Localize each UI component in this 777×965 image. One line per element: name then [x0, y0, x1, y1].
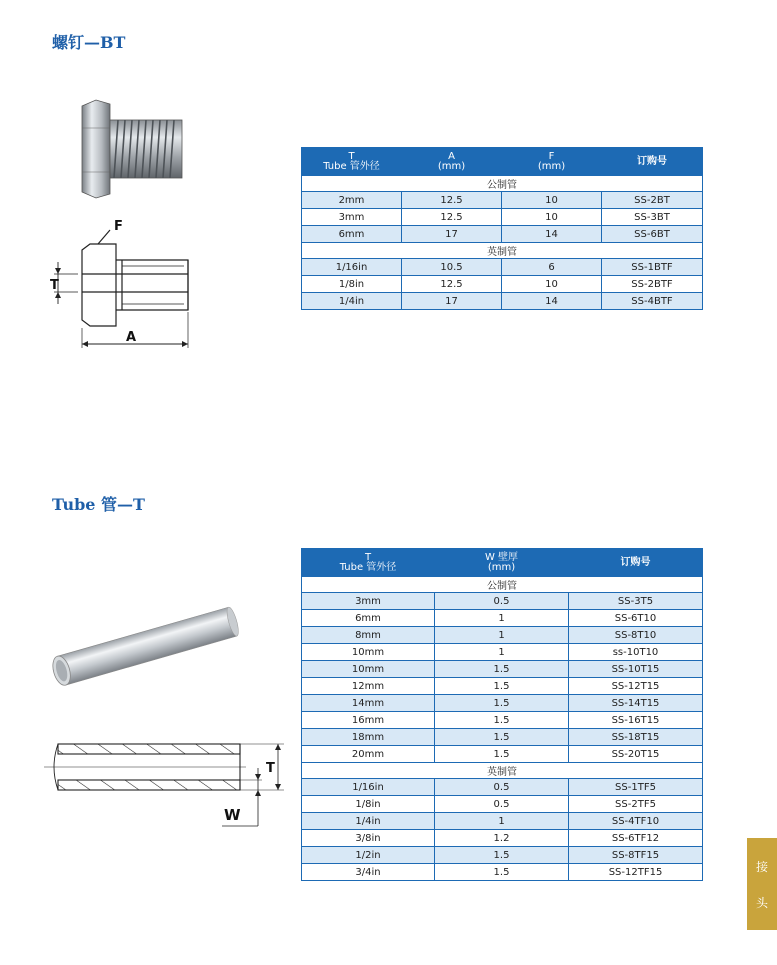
- cell: 2mm: [302, 192, 402, 209]
- t-header-w: W 壁厚 (mm): [435, 549, 569, 577]
- bt-header-f: F (mm): [502, 148, 602, 176]
- cell: 1/16in: [302, 259, 402, 276]
- cell: SS-1TF5: [569, 779, 703, 796]
- cell: SS-2TF5: [569, 796, 703, 813]
- table-row: [302, 813, 703, 830]
- cell: SS-10T15: [569, 661, 703, 678]
- cell: ss-10T10: [569, 644, 703, 661]
- cell: 12.5: [402, 192, 502, 209]
- bt-label-t: T: [50, 278, 59, 293]
- table-row: [302, 864, 703, 881]
- cell: 10.5: [402, 259, 502, 276]
- cell: 6mm: [302, 610, 435, 627]
- cell: SS-12T15: [569, 678, 703, 695]
- cell: 3mm: [302, 593, 435, 610]
- cell: 12.5: [402, 276, 502, 293]
- cell: 1/4in: [302, 813, 435, 830]
- bt-spec-table: [301, 147, 703, 310]
- cell: 1.5: [435, 746, 569, 763]
- cell: 3/4in: [302, 864, 435, 881]
- cell: 1: [435, 644, 569, 661]
- cell: 8mm: [302, 627, 435, 644]
- cell: 0.5: [435, 796, 569, 813]
- cell: 1.5: [435, 695, 569, 712]
- cell: 1.5: [435, 847, 569, 864]
- cell: 0.5: [435, 593, 569, 610]
- side-tab-char-1: 接: [755, 860, 768, 874]
- cell: 17: [402, 293, 502, 310]
- table-row: [302, 779, 703, 796]
- t-spec-table: [301, 548, 703, 881]
- cell: SS-3BT: [602, 209, 703, 226]
- cell: SS-16T15: [569, 712, 703, 729]
- table-row: [302, 746, 703, 763]
- t-dimension-drawing: [40, 738, 290, 828]
- cell: 1/8in: [302, 276, 402, 293]
- cell: 1: [435, 813, 569, 830]
- cell: 0.5: [435, 779, 569, 796]
- cell: 10: [502, 209, 602, 226]
- table-row: [302, 678, 703, 695]
- cell: 10: [502, 192, 602, 209]
- table-row: [302, 712, 703, 729]
- table-row: [302, 593, 703, 610]
- cell: 1: [435, 627, 569, 644]
- table-row: [302, 259, 703, 276]
- cell: 6: [502, 259, 602, 276]
- cell: SS-4TF10: [569, 813, 703, 830]
- t-header-t: T Tube 管外径: [302, 549, 435, 577]
- table-row: [302, 644, 703, 661]
- cell: SS-3T5: [569, 593, 703, 610]
- t-product-image: [44, 606, 244, 686]
- cell: SS-20T15: [569, 746, 703, 763]
- cell: 20mm: [302, 746, 435, 763]
- cell: 14: [502, 226, 602, 243]
- cell: SS-12TF15: [569, 864, 703, 881]
- chapter-side-tab: [747, 838, 777, 930]
- cell: 17: [402, 226, 502, 243]
- cell: 1/16in: [302, 779, 435, 796]
- cell: 14: [502, 293, 602, 310]
- table-row: [302, 695, 703, 712]
- bt-header-t: T Tube 管外径: [302, 148, 402, 176]
- cell: 1/2in: [302, 847, 435, 864]
- cell: 10mm: [302, 644, 435, 661]
- table-row: [302, 830, 703, 847]
- bt-label-a: A: [126, 330, 137, 345]
- table-row: [302, 209, 703, 226]
- cell: 1.5: [435, 712, 569, 729]
- t-section-title: Tube 管—T: [52, 495, 145, 514]
- cell: SS-1BTF: [602, 259, 703, 276]
- bt-group-metric: 公制管: [302, 176, 703, 192]
- cell: 14mm: [302, 695, 435, 712]
- t-group-imperial: 英制管: [302, 763, 703, 779]
- cell: 3mm: [302, 209, 402, 226]
- cell: 16mm: [302, 712, 435, 729]
- cell: SS-18T15: [569, 729, 703, 746]
- bt-header-a: A (mm): [402, 148, 502, 176]
- cell: 1.5: [435, 864, 569, 881]
- table-row: [302, 293, 703, 310]
- cell: SS-8T10: [569, 627, 703, 644]
- cell: SS-14T15: [569, 695, 703, 712]
- cell: 1.5: [435, 661, 569, 678]
- cell: 10mm: [302, 661, 435, 678]
- cell: 1.5: [435, 678, 569, 695]
- bt-header-order: 订购号: [602, 148, 703, 176]
- t-label-t: T: [266, 761, 275, 776]
- cell: SS-6TF12: [569, 830, 703, 847]
- table-row: [302, 847, 703, 864]
- bt-section-title: 螺钉—BT: [52, 33, 126, 52]
- table-row: [302, 661, 703, 678]
- table-row: [302, 729, 703, 746]
- cell: SS-6BT: [602, 226, 703, 243]
- table-row: [302, 627, 703, 644]
- cell: SS-8TF15: [569, 847, 703, 864]
- cell: SS-2BTF: [602, 276, 703, 293]
- side-tab-char-2: 头: [755, 896, 768, 910]
- cell: 18mm: [302, 729, 435, 746]
- cell: 1: [435, 610, 569, 627]
- cell: 1/4in: [302, 293, 402, 310]
- cell: 1.2: [435, 830, 569, 847]
- cell: 10: [502, 276, 602, 293]
- t-group-metric: 公制管: [302, 577, 703, 593]
- t-header-order: 订购号: [569, 549, 703, 577]
- cell: 1.5: [435, 729, 569, 746]
- table-row: [302, 226, 703, 243]
- bt-group-imperial: 英制管: [302, 243, 703, 259]
- table-row: [302, 192, 703, 209]
- bt-label-f: F: [114, 219, 123, 234]
- t-label-w: W: [224, 806, 241, 824]
- cell: 6mm: [302, 226, 402, 243]
- bt-product-image: [74, 98, 186, 200]
- table-row: [302, 276, 703, 293]
- bt-dimension-drawing: [48, 214, 198, 352]
- cell: SS-6T10: [569, 610, 703, 627]
- cell: SS-4BTF: [602, 293, 703, 310]
- cell: 3/8in: [302, 830, 435, 847]
- table-row: [302, 796, 703, 813]
- cell: 12mm: [302, 678, 435, 695]
- cell: 12.5: [402, 209, 502, 226]
- cell: 1/8in: [302, 796, 435, 813]
- cell: SS-2BT: [602, 192, 703, 209]
- table-row: [302, 610, 703, 627]
